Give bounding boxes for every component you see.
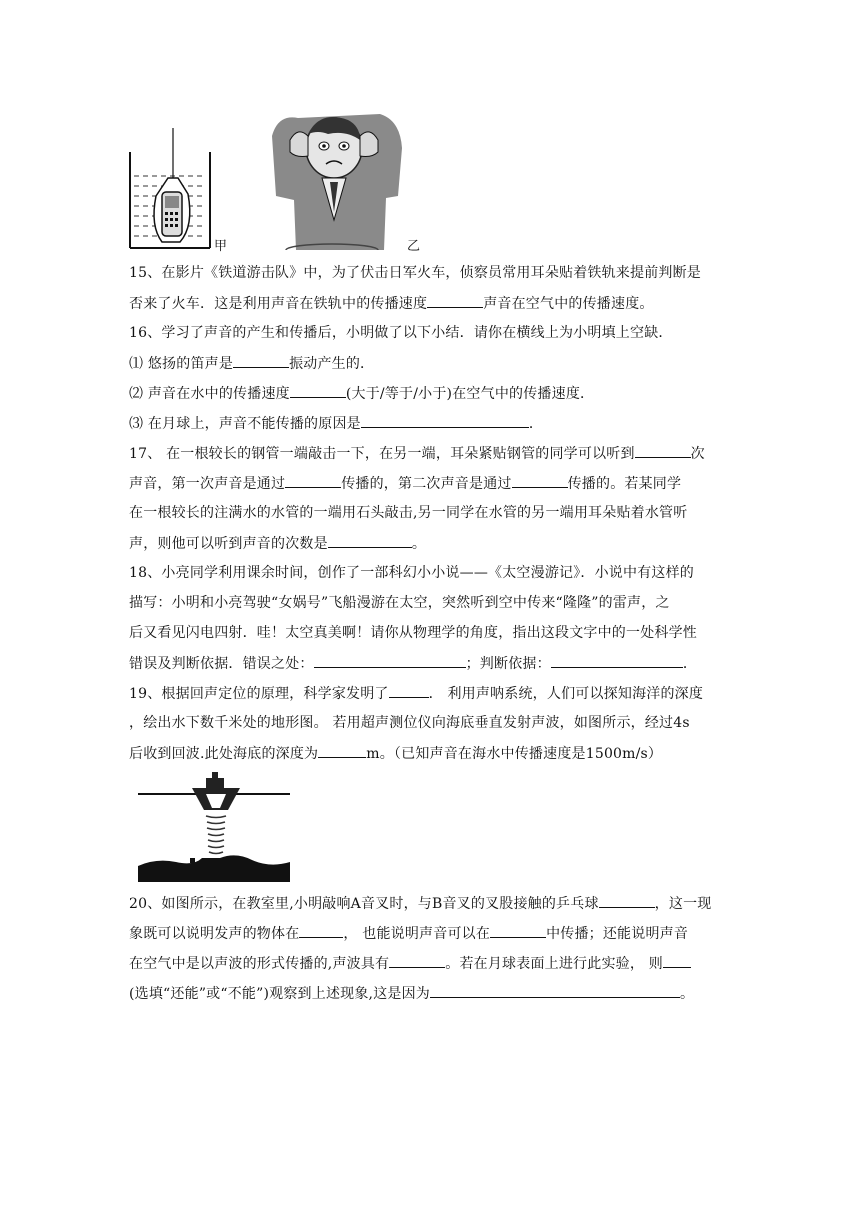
q16-blank-2[interactable] [290,383,346,398]
q17-blank-4[interactable] [328,533,412,548]
q17-line-4: 声，则他可以听到声音的次数是 。 [129,533,426,554]
q15-line-1: 15、在影片《铁道游击队》中，为了伏击日军火车，侦察员常用耳朵贴着铁轨来提前判断是 [129,265,702,281]
q17-line-3: 在一根较长的注满水的水管的一端用石头敲击,另一同学在水管的另一端用耳朵贴着水管听 [129,505,688,521]
q20-blank-5[interactable] [663,953,691,968]
figure-label-yi: 乙 [407,239,421,254]
q18-line-4: 错误及判断依据．错误之处： ；判断依据： ． [129,653,697,674]
q15-line-2: 否来了火车．这是利用声音在铁轨中的传播速度 声音在空气中的传播速度。 [129,293,654,314]
q19-line-2: ，绘出水下数千米处的地形图。 若用超声测位仪向海底垂直发射声波，如图所示，经过4s [129,715,690,731]
q18-line-2: 描写：小明和小亮驾驶“女娲号”飞船漫游在太空，突然听到空中传来“隆隆”的雷声，之 [129,595,670,611]
q20-blank-2[interactable] [299,923,343,938]
q16-blank-1[interactable] [233,353,289,368]
q17-blank-3[interactable] [512,473,568,488]
sonar-ship-figure [136,766,292,882]
q19-blank-2[interactable] [318,743,366,758]
q20-blank-4[interactable] [389,953,445,968]
q18-line-1: 18、小亮同学利用课余时间，创作了一部科幻小小说——《太空漫游记》．小说中有这样的 [129,565,695,581]
q17-line-1: 17、 在一根较长的钢管一端敲击一下，在另一端，耳朵紧贴钢管的同学可以听到 次 [129,443,705,464]
q17-blank-1[interactable] [635,443,691,458]
phone-in-water-figure [128,128,214,250]
q16-blank-3[interactable] [361,413,529,428]
figure-label-jia: 甲 [214,239,228,254]
q20-blank-3[interactable] [490,923,546,938]
q16-line-2: ⑴ 悠扬的笛声是 振动产生的． [129,353,374,374]
q20-blank-6[interactable] [430,983,680,998]
q18-blank-1[interactable] [314,653,466,668]
q20-line-3: 在空气中是以声波的形式传播的,声波具有 。若在月球表面上进行此实验， 则 [129,953,691,974]
q16-line-1: 16、学习了声音的产生和传播后，小明做了以下小结．请你在横线上为小明填上空缺． [129,325,673,341]
q18-line-3: 后又看见闪电四射．哇！太空真美啊！请你从物理学的角度，指出这段文字中的一处科学性 [129,625,697,641]
q19-blank-1[interactable] [389,683,429,698]
q20-line-2: 象既可以说明发声的物体在 ， 也能说明声音可以在 中传播；还能说明声音 [129,923,688,944]
man-covering-ears-figure [268,100,408,250]
q16-line-4: ⑶ 在月球上，声音不能传播的原因是 ． [129,413,543,434]
q20-blank-1[interactable] [599,893,655,908]
q16-line-3: ⑵ 声音在水中的传播速度 (大于/等于/小于)在空气中的传播速度． [129,383,594,404]
q20-line-4: (选填“还能”或“不能”)观察到上述现象,这是因为 。 [129,983,694,1004]
q17-line-2: 声音，第一次声音是通过 传播的，第二次声音是通过 传播的。若某同学 [129,473,681,494]
q15-blank[interactable] [427,293,483,308]
q19-line-1: 19、根据回声定位的原理，科学家发明了 ． 利用声呐系统，人们可以探知海洋的深度 [129,683,703,704]
q19-line-3: 后收到回波.此处海底的深度为 m。（已知声音在海水中传播速度是1500m/s） [129,743,662,764]
q20-line-1: 20、如图所示，在教室里,小明敲响A音叉时，与B音叉的叉股接触的乒乓球 ，这一现 [129,893,711,914]
q17-blank-2[interactable] [285,473,341,488]
q18-blank-2[interactable] [551,653,683,668]
